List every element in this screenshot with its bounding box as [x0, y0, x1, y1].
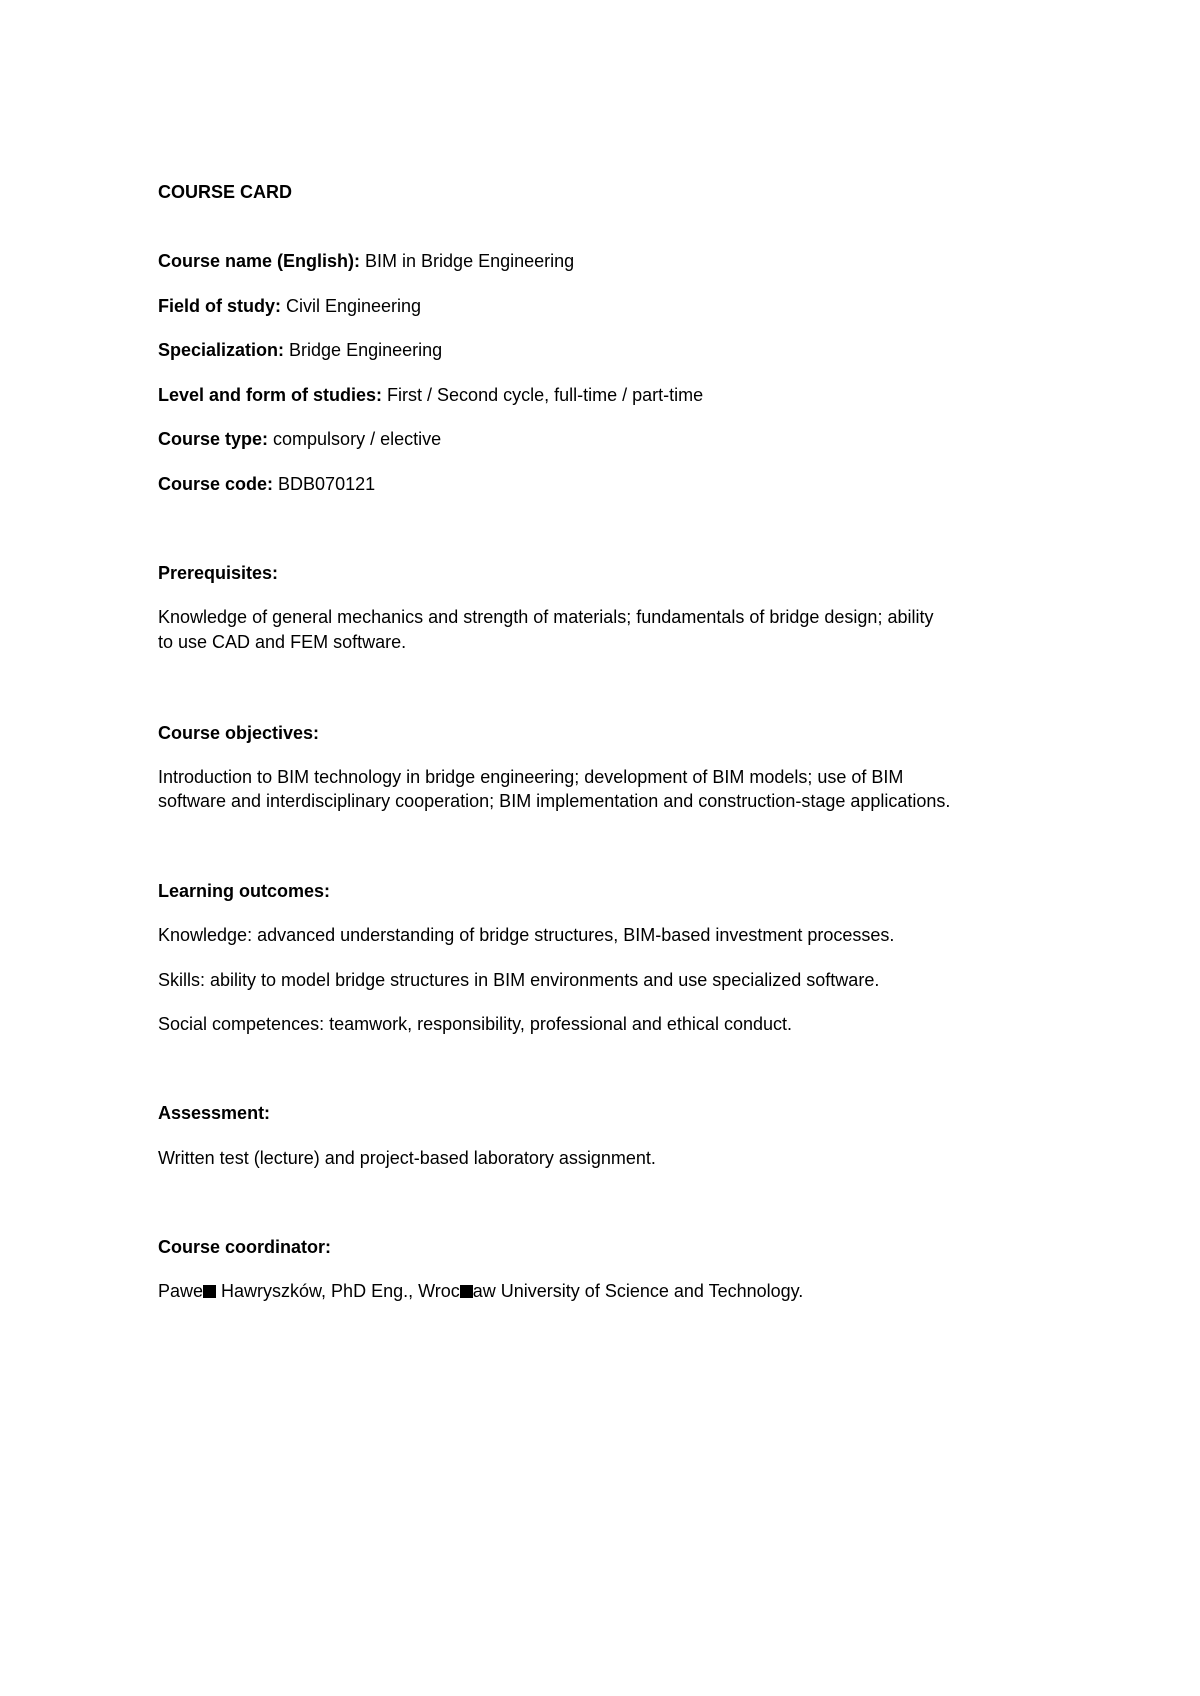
prerequisites-text-line-1: Knowledge of general mechanics and strength of materials; fundamentals of bridge design; ability — [158, 607, 934, 627]
field-label: Course code: — [158, 474, 274, 494]
field-value: First / Second cycle, full-time / part-time — [382, 385, 704, 405]
assessment-heading: Assessment: — [158, 1103, 271, 1123]
field-course-name — [158, 249, 574, 273]
objectives-text-line-2: software and interdisciplinary cooperation; BIM implementation and construction-stage applications. — [158, 791, 951, 811]
coordinator-name-part-3: aw University of Science and Technology. — [472, 1281, 804, 1301]
coordinator-text — [158, 1279, 803, 1303]
field-value: Civil Engineering — [281, 296, 422, 316]
field-value: BIM in Bridge Engineering — [360, 251, 575, 271]
field-value: compulsory / elective — [268, 429, 442, 449]
field-label: Specialization: — [158, 340, 285, 360]
field-label: Field of study: — [158, 296, 281, 316]
field-value: BDB070121 — [273, 474, 376, 494]
objectives-text-line-1: Introduction to BIM technology in bridge engineering; development of BIM models; use of BIM — [158, 767, 904, 787]
objectives-heading: Course objectives: — [158, 723, 320, 743]
field-label: Course type: — [158, 429, 269, 449]
field-specialization — [158, 338, 442, 362]
field-course-type — [158, 427, 441, 451]
field-field-of-study — [158, 294, 421, 318]
field-level-and-form — [158, 383, 703, 407]
prerequisites-heading: Prerequisites: — [158, 563, 279, 583]
field-course-code — [158, 472, 375, 496]
prerequisites-text-line-2: to use CAD and FEM software. — [158, 632, 407, 652]
assessment-text: Written test (lecture) and project-based laboratory assignment. — [158, 1148, 656, 1168]
field-label: Course name (English): — [158, 251, 361, 271]
outcomes-knowledge: Knowledge: advanced understanding of bridge structures, BIM-based investment processes. — [158, 925, 895, 945]
coordinator-name-part-2: Hawryszków, PhD Eng., Wroc — [216, 1281, 460, 1301]
outcomes-heading: Learning outcomes: — [158, 881, 331, 901]
coordinator-name-part-1: Pawe — [158, 1281, 204, 1301]
field-label: Level and form of studies: — [158, 385, 383, 405]
outcomes-social: Social competences: teamwork, responsibility, professional and ethical conduct. — [158, 1014, 792, 1034]
missing-glyph-box — [460, 1285, 473, 1298]
document-title: COURSE CARD — [158, 182, 293, 202]
outcomes-skills: Skills: ability to model bridge structures in BIM environments and use specialized software. — [158, 970, 880, 990]
missing-glyph-box — [203, 1285, 216, 1298]
coordinator-heading: Course coordinator: — [158, 1237, 332, 1257]
field-value: Bridge Engineering — [284, 340, 443, 360]
